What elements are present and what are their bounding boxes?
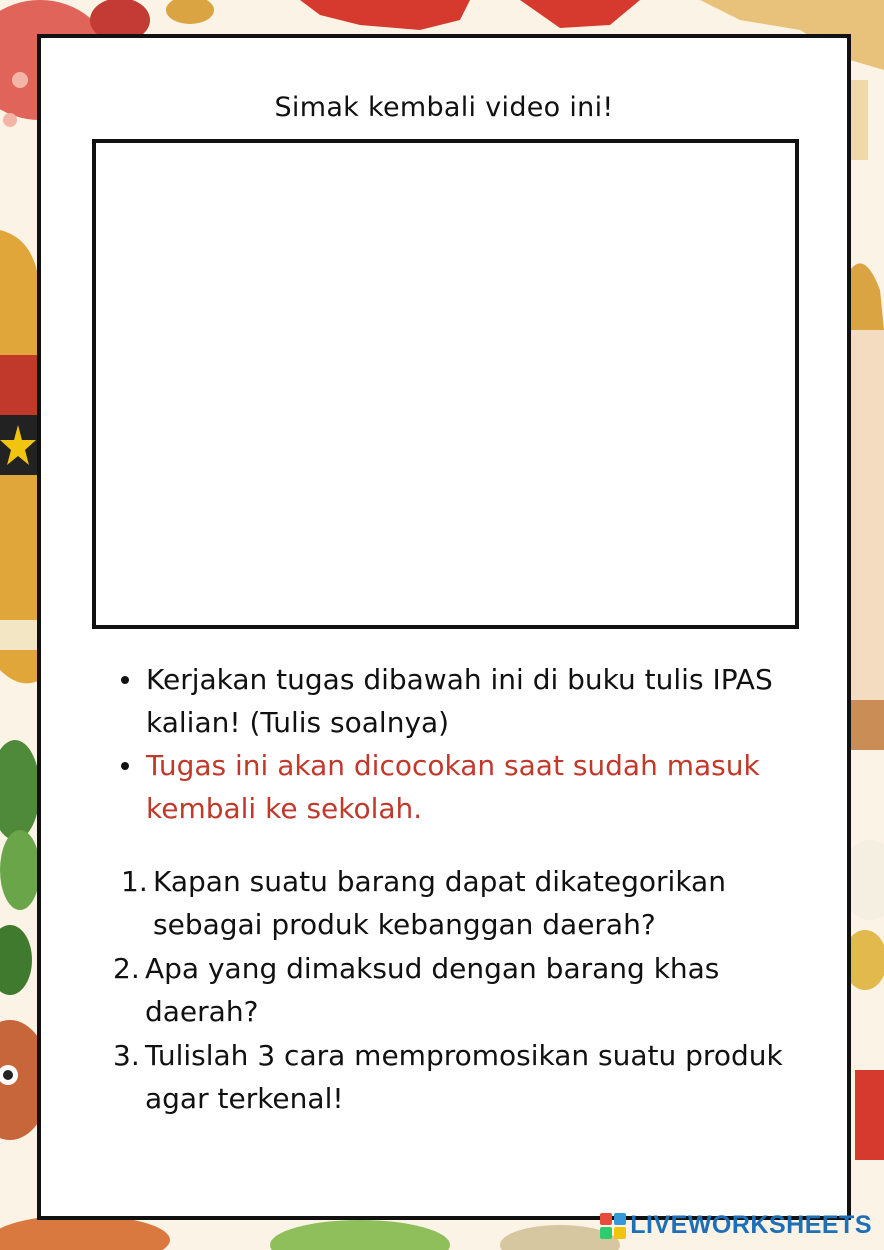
instruction-item: Kerjakan tugas dibawah ini di buku tulis IPAS kalian! (Tulis soalnya) [113,658,773,744]
top-red-map-decoration [300,0,640,30]
right-monument-decoration [848,263,884,750]
question-text: Kapan suatu barang dapat dikategorikan sebagai produk kebanggan daerah? [153,865,726,941]
liveworksheets-logo-text: LIVEWORKSHEETS [630,1211,872,1239]
question-item [113,947,793,1033]
question-number: 1. [121,865,148,898]
liveworksheets-logo[interactable] [600,1211,872,1240]
question-item [113,1034,793,1120]
liveworksheets-logo-icon [600,1213,626,1239]
left-leaf-decoration [0,740,40,995]
video-placeholder[interactable] [92,139,799,629]
question-item [121,860,801,946]
instruction-item-warning: Tugas ini akan dicocokan saat sudah masuk kembali ke sekolah. [113,744,773,830]
worksheet-card [37,34,851,1220]
worksheet-title: Simak kembali video ini! [274,92,614,123]
bottom-decoration [0,1215,620,1250]
left-garuda-decoration [0,230,40,683]
question-text: Tulislah 3 cara mempromosikan suatu produk agar terkenal! [145,1039,783,1115]
question-text: Apa yang dimaksud dengan barang khas daerah? [145,952,720,1028]
instruction-list [113,658,773,830]
question-number: 3. [113,1039,140,1072]
question-list [113,860,801,1121]
question-number: 2. [113,952,140,985]
